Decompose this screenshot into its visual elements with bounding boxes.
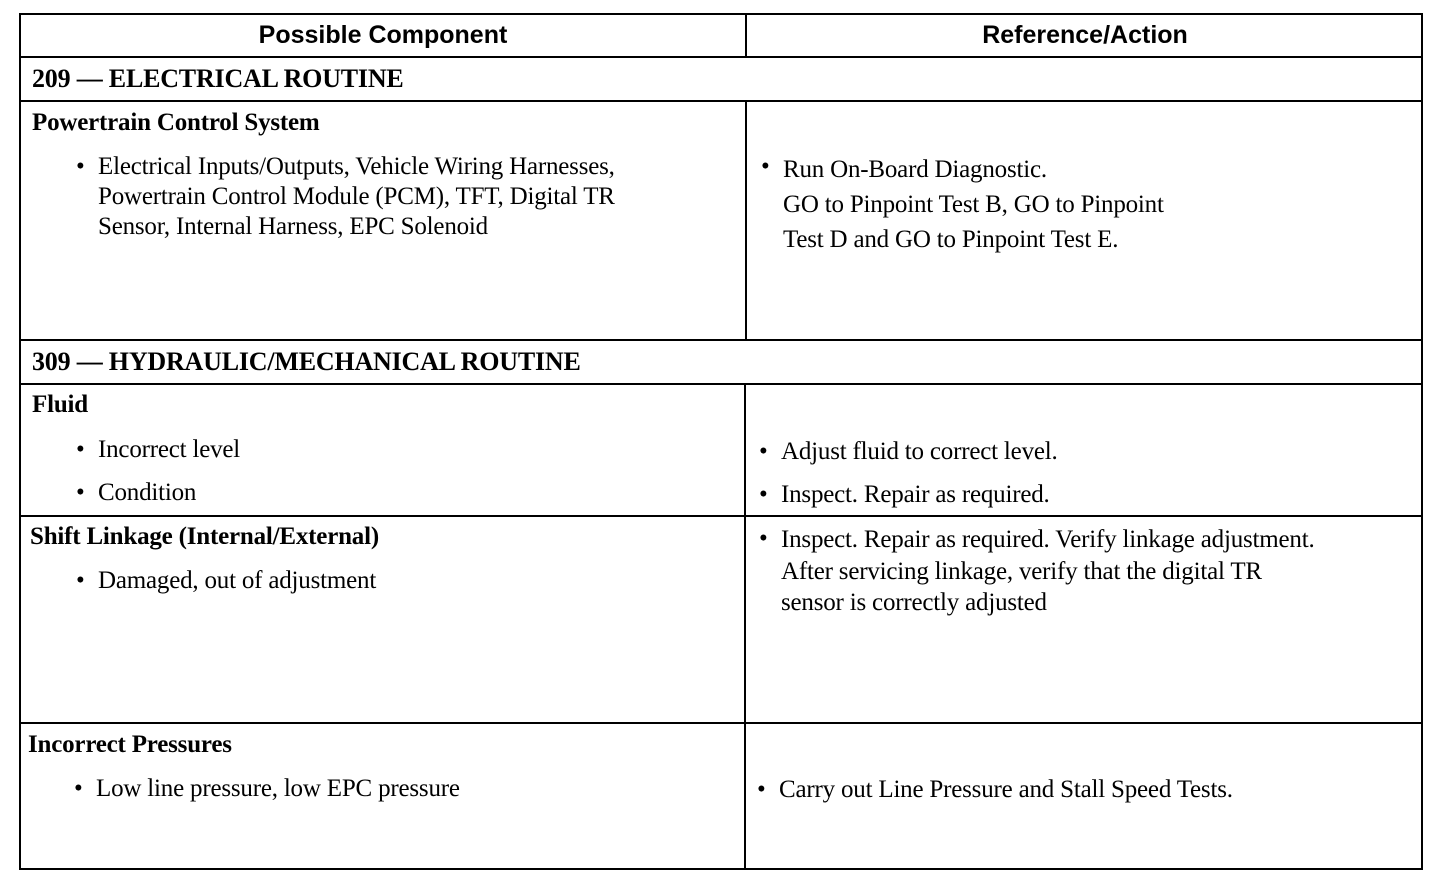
item-text: Low line pressure, low EPC pressure	[96, 775, 460, 802]
bullet-icon: •	[76, 479, 85, 506]
component-shift-linkage: Shift Linkage (Internal/External)	[30, 523, 379, 550]
component-item	[76, 478, 196, 508]
item-text: Incorrect level	[98, 436, 241, 463]
action-text: Inspect. Repair as required. Verify linkage adjustment.	[781, 526, 1315, 553]
component-fluid: Fluid	[32, 391, 88, 418]
action-text: Test D and GO to Pinpoint Test E.	[783, 226, 1119, 253]
item-text: Powertrain Control Module (PCM), TFT, Digital TR	[98, 183, 615, 210]
bullet-icon: •	[761, 153, 770, 180]
bullet-icon: •	[759, 438, 768, 465]
column-divider	[744, 384, 746, 870]
component-item	[76, 435, 240, 465]
component-incorrect-pressures: Incorrect Pressures	[28, 731, 232, 758]
bullet-icon: •	[76, 153, 85, 180]
bullet-icon: •	[76, 567, 85, 594]
bullet-icon: •	[757, 776, 766, 803]
row-divider	[21, 515, 1421, 517]
component-item	[76, 566, 376, 596]
section-title-divider	[21, 100, 1421, 102]
column-divider	[745, 101, 747, 340]
item-text: Damaged, out of adjustment	[98, 567, 377, 594]
bullet-icon: •	[759, 481, 768, 508]
header-divider	[21, 56, 1421, 58]
action-item	[757, 775, 1233, 805]
action-text: Carry out Line Pressure and Stall Speed Tests.	[779, 776, 1233, 803]
bullet-icon: •	[76, 436, 85, 463]
component-powertrain-control-system: Powertrain Control System	[32, 109, 320, 136]
action-item	[759, 524, 1315, 618]
row-divider	[21, 722, 1421, 724]
item-text: Condition	[98, 479, 197, 506]
action-text: Inspect. Repair as required.	[781, 481, 1050, 508]
component-item	[74, 774, 460, 804]
diagnosis-table	[19, 13, 1423, 870]
action-item	[759, 480, 1050, 510]
action-text: Adjust fluid to correct level.	[781, 438, 1058, 465]
section-title-divider	[21, 383, 1421, 385]
component-item	[76, 152, 615, 242]
item-text: Electrical Inputs/Outputs, Vehicle Wiring Harnesses,	[98, 153, 615, 180]
action-text: GO to Pinpoint Test B, GO to Pinpoint	[783, 191, 1164, 218]
section-title-electrical: 209 — ELECTRICAL ROUTINE	[32, 64, 404, 93]
item-text: Sensor, Internal Harness, EPC Solenoid	[98, 213, 488, 240]
action-item	[759, 437, 1058, 467]
action-text: After servicing linkage, verify that the digital TR	[781, 558, 1262, 585]
bullet-icon: •	[74, 775, 83, 802]
section-title-hydraulic: 309 — HYDRAULIC/MECHANICAL ROUTINE	[32, 347, 581, 376]
action-text: Run On-Board Diagnostic.	[783, 156, 1047, 183]
column-header-component: Possible Component	[258, 21, 508, 49]
section-divider	[21, 339, 1421, 341]
column-header-action: Reference/Action	[982, 21, 1188, 49]
action-item	[761, 152, 1164, 257]
action-text: sensor is correctly adjusted	[781, 589, 1047, 616]
bullet-icon: •	[759, 525, 768, 552]
